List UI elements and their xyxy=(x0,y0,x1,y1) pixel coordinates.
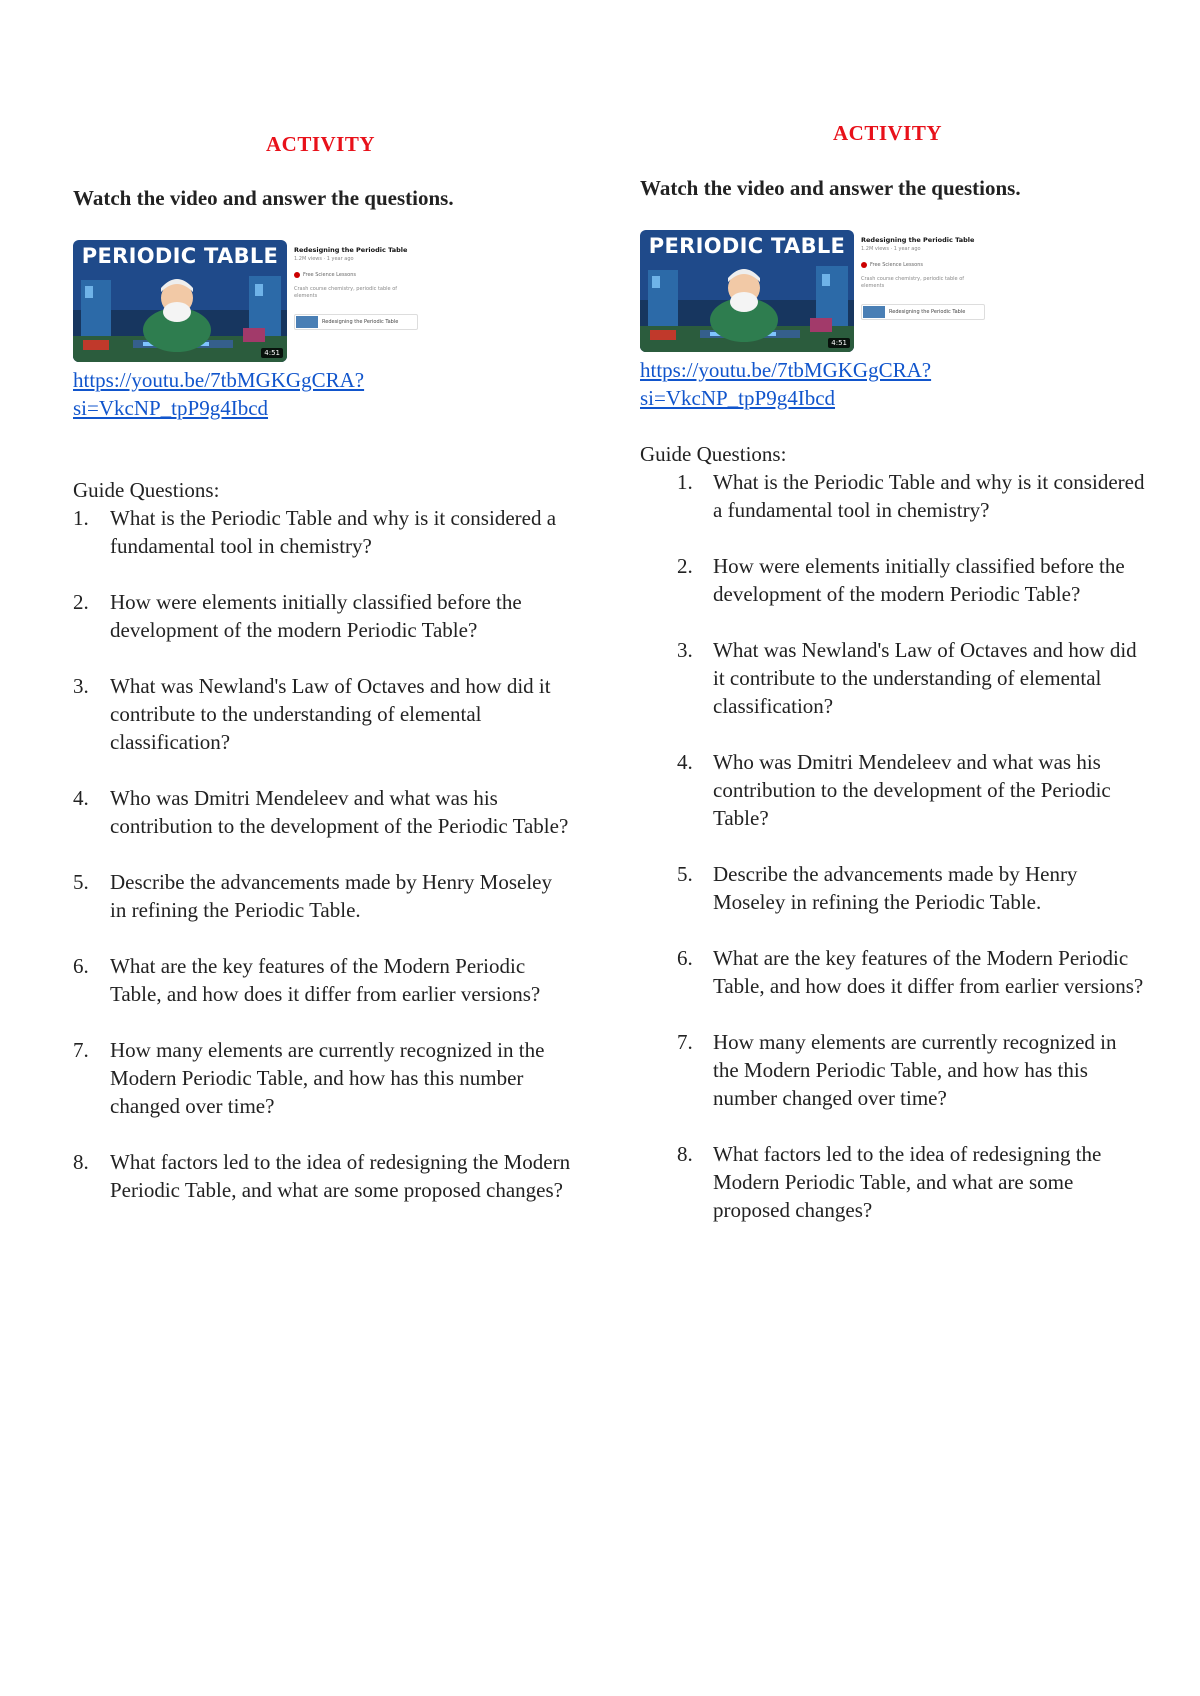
channel-icon xyxy=(294,272,300,278)
question-number: 3. xyxy=(73,674,89,698)
question-number: 3. xyxy=(677,638,693,662)
guide-questions-label: Guide Questions: xyxy=(640,442,787,466)
question-text: Describe the advancements made by Henry Moseley in refining the Periodic Table. xyxy=(713,862,1078,914)
question-text: Describe the advancements made by Henry Moseley in refining the Periodic Table. xyxy=(110,870,553,922)
video-description: Crash course chemistry, periodic table of elements xyxy=(861,276,965,289)
video-link-line2[interactable]: si=VkcNP_tpP9g4Ibcd xyxy=(640,386,836,410)
guide-question xyxy=(640,860,1145,916)
video-thumbnail[interactable] xyxy=(73,240,287,362)
question-text: What is the Periodic Table and why is it considered a fundamental tool in chemistry? xyxy=(110,506,557,558)
question-text: What was Newland's Law of Octaves and how did it contribute to the understanding of elemental classification? xyxy=(110,674,551,754)
channel-icon xyxy=(861,262,867,268)
guide-question xyxy=(73,868,573,924)
guide-question xyxy=(73,1036,573,1120)
question-text: What are the key features of the Modern Periodic Table, and how does it differ from earlier versions? xyxy=(713,946,1144,998)
question-list-left xyxy=(73,504,573,1232)
question-number: 4. xyxy=(677,750,693,774)
guide-question xyxy=(73,504,573,560)
guide-question xyxy=(73,588,573,644)
video-embed[interactable] xyxy=(73,240,431,362)
question-text: What was Newland's Law of Octaves and how did it contribute to the understanding of elemental classification? xyxy=(713,638,1137,718)
question-text: What factors led to the idea of redesigning the Modern Periodic Table, and what are some proposed changes? xyxy=(713,1142,1102,1222)
video-duration: 4:51 xyxy=(261,348,283,358)
question-number: 8. xyxy=(677,1142,693,1166)
video-link[interactable] xyxy=(640,356,931,412)
video-embed[interactable] xyxy=(640,230,998,352)
video-channel[interactable] xyxy=(294,272,431,278)
question-number: 4. xyxy=(73,786,89,810)
video-title[interactable]: Redesigning the Periodic Table xyxy=(294,246,408,254)
chapter-label: Redesigning the Periodic Table xyxy=(322,319,399,325)
chapter-label: Redesigning the Periodic Table xyxy=(889,309,966,315)
question-text: How were elements initially classified before the development of the modern Periodic Table? xyxy=(110,590,522,642)
guide-question xyxy=(640,552,1145,608)
question-text: What factors led to the idea of redesigning the Modern Periodic Table, and what are some proposed changes? xyxy=(110,1150,571,1202)
question-number: 5. xyxy=(677,862,693,886)
video-title[interactable]: Redesigning the Periodic Table xyxy=(861,236,975,244)
chapter-thumb-icon xyxy=(296,316,318,328)
thumbnail-title: PERIODIC TABLE xyxy=(648,234,846,258)
guide-questions-label: Guide Questions: xyxy=(73,478,220,502)
question-text: Who was Dmitri Mendeleev and what was his contribution to the development of the Periodic Table? xyxy=(713,750,1111,830)
instruction-text: Watch the video and answer the questions. xyxy=(640,176,1021,200)
question-list-right xyxy=(640,468,1145,1252)
video-chapter[interactable] xyxy=(294,314,418,330)
question-number: 2. xyxy=(73,590,89,614)
guide-question xyxy=(640,1140,1145,1224)
video-views: 1.2M views · 1 year ago xyxy=(294,256,354,262)
video-description: Crash course chemistry, periodic table of elements xyxy=(294,286,398,299)
question-number: 8. xyxy=(73,1150,89,1174)
channel-name: Free Science Lessons xyxy=(303,272,356,278)
video-link-line2[interactable]: si=VkcNP_tpP9g4Ibcd xyxy=(73,396,269,420)
video-channel[interactable] xyxy=(861,262,998,268)
video-link-line1[interactable]: https://youtu.be/7tbMGKGgCRA? xyxy=(73,368,365,392)
video-link[interactable] xyxy=(73,366,364,422)
activity-heading: ACTIVITY xyxy=(265,132,376,156)
guide-question xyxy=(640,1028,1145,1112)
question-number: 2. xyxy=(677,554,693,578)
guide-question xyxy=(73,672,573,756)
guide-question xyxy=(73,952,573,1008)
guide-question xyxy=(640,468,1145,524)
question-text: What is the Periodic Table and why is it considered a fundamental tool in chemistry? xyxy=(713,470,1145,522)
guide-question xyxy=(640,748,1145,832)
video-meta xyxy=(861,236,998,320)
video-duration: 4:51 xyxy=(828,338,850,348)
guide-question xyxy=(640,944,1145,1000)
guide-question xyxy=(73,784,573,840)
question-number: 7. xyxy=(677,1030,693,1054)
activity-heading: ACTIVITY xyxy=(832,121,943,145)
guide-question xyxy=(73,1148,573,1204)
question-number: 5. xyxy=(73,870,89,894)
thumbnail-title: PERIODIC TABLE xyxy=(81,244,279,268)
question-number: 6. xyxy=(677,946,693,970)
video-thumbnail[interactable] xyxy=(640,230,854,352)
question-text: How many elements are currently recognized in the Modern Periodic Table, and how has this number changed over time? xyxy=(110,1038,545,1118)
question-number: 1. xyxy=(677,470,693,494)
question-number: 7. xyxy=(73,1038,89,1062)
chapter-thumb-icon xyxy=(863,306,885,318)
question-number: 6. xyxy=(73,954,89,978)
question-text: How many elements are currently recognized in the Modern Periodic Table, and how has this number changed over time? xyxy=(713,1030,1117,1110)
question-text: How were elements initially classified before the development of the modern Periodic Table? xyxy=(713,554,1125,606)
video-views: 1.2M views · 1 year ago xyxy=(861,246,921,252)
question-number: 1. xyxy=(73,506,89,530)
instruction-text: Watch the video and answer the questions. xyxy=(73,186,454,210)
video-chapter[interactable] xyxy=(861,304,985,320)
guide-question xyxy=(640,636,1145,720)
video-link-line1[interactable]: https://youtu.be/7tbMGKGgCRA? xyxy=(640,358,932,382)
question-text: Who was Dmitri Mendeleev and what was his contribution to the development of the Periodic Table? xyxy=(110,786,569,838)
video-meta xyxy=(294,246,431,330)
question-text: What are the key features of the Modern Periodic Table, and how does it differ from earlier versions? xyxy=(110,954,541,1006)
channel-name: Free Science Lessons xyxy=(870,262,923,268)
